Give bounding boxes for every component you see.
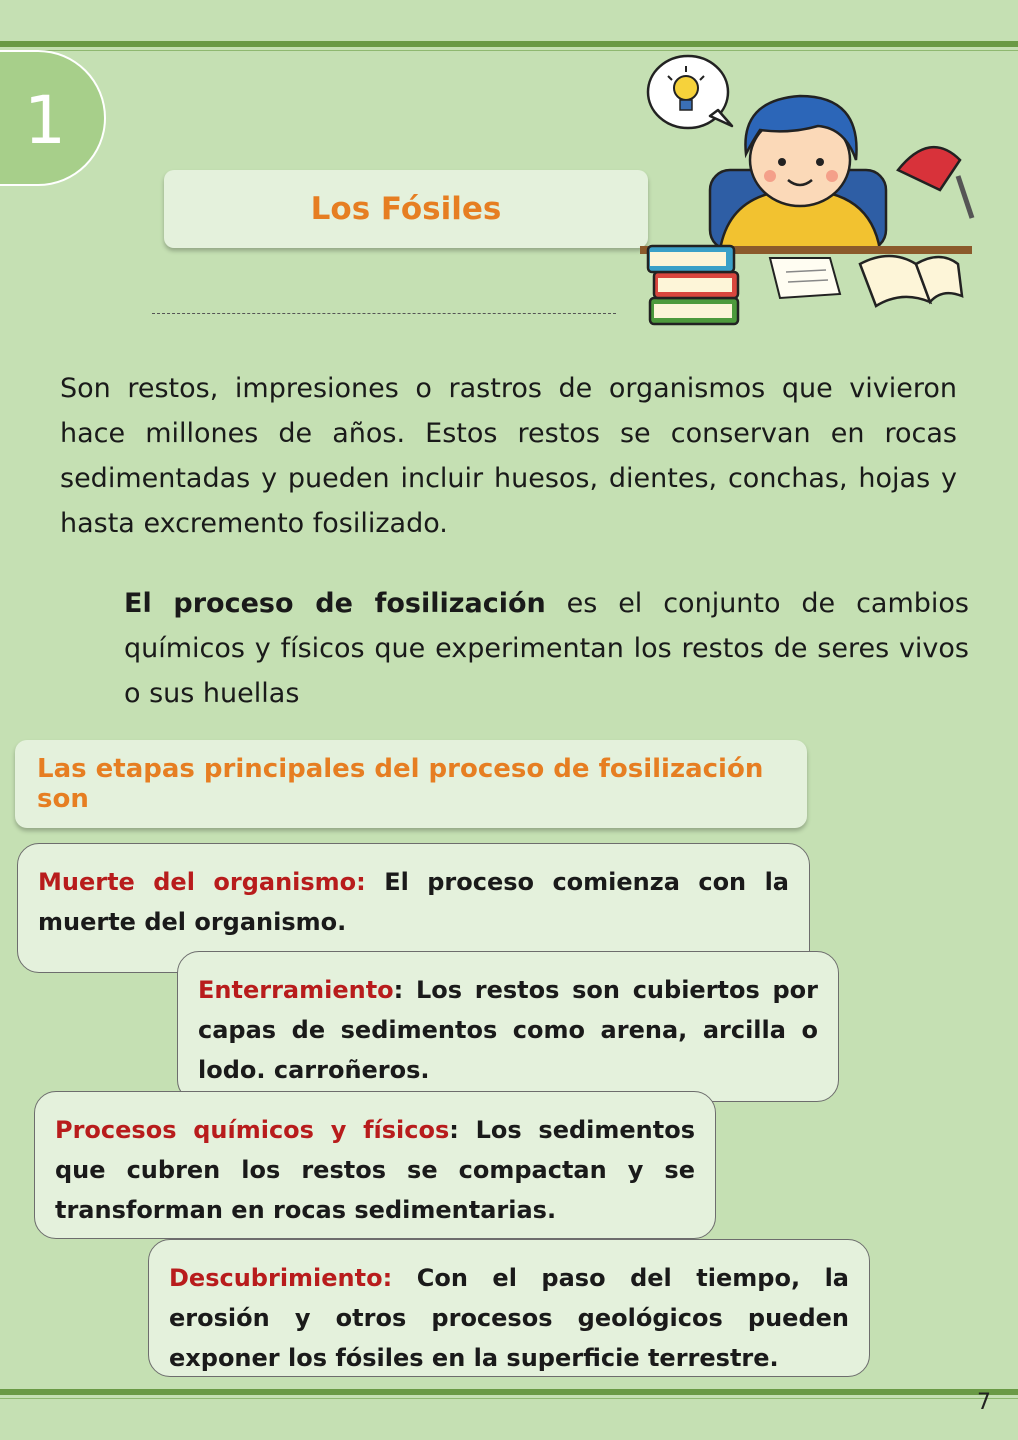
bottom-rule-thin (0, 1398, 1018, 1399)
stage-card-burial (177, 951, 839, 1102)
stage-term: Procesos químicos y físicos (55, 1116, 450, 1144)
stage-text: : Los sedimentos que cubren los restos se compactan y se transforman en rocas sedimentarias. (55, 1116, 696, 1224)
desk-lamp-icon (898, 147, 972, 218)
process-bold: El proceso de fosilización (124, 588, 546, 619)
process-rest: es el conjunto de cambios químicos y físicos que experimentan los restos de seres vivos o sus huellas (124, 588, 969, 709)
stage-text: Con el paso del tiempo, la erosión y otros procesos geológicos pueden exponer los fósiles en la superficie terrestre. (169, 1264, 849, 1372)
stage-term: Enterramiento (198, 976, 394, 1004)
stage-card-processes (34, 1091, 716, 1239)
dashed-divider (152, 313, 616, 314)
top-rule (0, 41, 1018, 47)
lightbulb-icon (648, 56, 732, 128)
process-paragraph (124, 581, 969, 716)
chapter-number: 1 (24, 82, 66, 159)
title-box (164, 170, 648, 248)
stages-header-text: Las etapas principales del proceso de fosilización son (37, 754, 764, 814)
student-illustration (640, 50, 980, 340)
stage-term: Muerte del organismo: (38, 868, 366, 896)
stage-text: El proceso comienza con la muerte del organismo. (38, 868, 789, 936)
books-icon (648, 246, 738, 324)
stage-card-discovery (148, 1239, 870, 1377)
stages-header (15, 740, 807, 828)
page-title: Los Fósiles (310, 191, 502, 227)
stage-term: Descubrimiento: (169, 1264, 393, 1292)
bottom-rule (0, 1389, 1018, 1395)
page-number: 7 (977, 1390, 991, 1415)
intro-paragraph: Son restos, impresiones o rastros de organismos que vivieron hace millones de años. Estos restos se conservan en rocas sedimentadas y pueden incluir huesos, dientes, conchas, hojas y hasta excremento fosilizado. (60, 373, 957, 539)
stage-text: : Los restos son cubiertos por capas de sedimentos como arena, arcilla o lodo. carroñeros. (198, 976, 818, 1084)
